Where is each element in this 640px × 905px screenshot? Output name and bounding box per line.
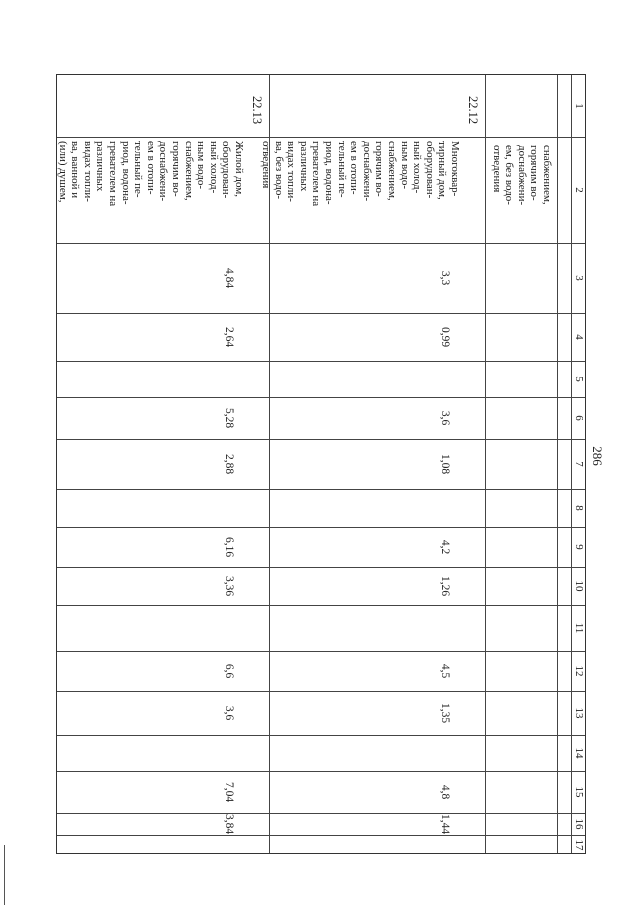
value-cell: 5,28 [223, 407, 235, 429]
table-grid-line [57, 835, 585, 836]
description-line: ный холод- [411, 141, 424, 194]
column-number: 16 [573, 818, 585, 830]
table-grid-line [57, 397, 585, 398]
description-line: ва, без водо- [272, 141, 285, 200]
description-line: гревателем на [107, 141, 120, 207]
description-line: риод, водона- [323, 141, 336, 205]
table-grid-line [557, 75, 558, 853]
value-cell: 0,99 [439, 326, 451, 348]
table-grid-line [57, 771, 585, 772]
value-cell: 7,04 [223, 781, 235, 803]
row-description [56, 141, 245, 206]
description-line: (или) душем, [56, 141, 69, 203]
value-cell: 2,64 [223, 326, 235, 348]
description-line: доснабжени- [360, 141, 373, 202]
description-line: ным водо- [195, 141, 208, 190]
value-cell: 3,6 [439, 410, 451, 426]
description-line: оборудован- [423, 141, 436, 199]
value-cell: 1,26 [439, 575, 451, 597]
table-grid-line [57, 527, 585, 528]
table-grid-line [57, 361, 585, 362]
column-number: 9 [573, 544, 585, 550]
description-line: различных [297, 141, 310, 192]
row-number: 22.13 [250, 95, 264, 125]
table-grid-line [57, 439, 585, 440]
value-cell: 1,44 [439, 813, 451, 835]
column-number: 15 [573, 786, 585, 798]
value-cell: 3,84 [223, 813, 235, 835]
description-line: тельный пе- [335, 141, 348, 198]
description-line: ный холод- [207, 141, 220, 194]
description-line: отведения [260, 141, 273, 189]
column-number: 10 [573, 580, 585, 592]
table-grid-line [57, 605, 585, 606]
description-line: ем, без водо- [503, 145, 516, 205]
description-line: ем в отопи- [348, 141, 361, 195]
value-cell: 1,08 [439, 453, 451, 475]
description-line: тирный дом, [436, 141, 449, 200]
column-number: 17 [573, 839, 585, 851]
column-number: 1 [573, 103, 585, 109]
column-number: 14 [573, 747, 585, 759]
column-number: 5 [573, 376, 585, 382]
table-grid-line [57, 735, 585, 736]
description-line: Многоквар- [449, 141, 461, 197]
value-cell: 2,88 [223, 453, 235, 475]
value-cell: 4,84 [223, 267, 235, 289]
description-line: отведения [490, 145, 503, 193]
column-number: 13 [573, 707, 585, 719]
row-description [260, 141, 462, 206]
description-line: видах топли- [285, 141, 298, 202]
table-grid-line [57, 813, 585, 814]
description-line: оборудован- [220, 141, 233, 199]
description-line: гревателем на [310, 141, 323, 207]
description-line: снабжением, [182, 141, 195, 201]
column-number: 3 [573, 275, 585, 281]
table-grid-line [57, 243, 585, 244]
description-line: горячим во- [373, 141, 386, 197]
table-grid-line [57, 651, 585, 652]
value-cell: 6,6 [223, 663, 235, 679]
description-line: видах топли- [81, 141, 94, 202]
scan-artifact-line [4, 845, 5, 905]
description-line: горячим во- [528, 145, 541, 201]
table-grid-line [571, 75, 572, 853]
value-cell: 6,16 [223, 536, 235, 558]
description-line: доснабжени- [515, 145, 528, 206]
description-line: ным водо- [398, 141, 411, 190]
column-number: 2 [573, 187, 585, 193]
page-number: 286 [590, 446, 605, 466]
tariff-table [56, 74, 586, 854]
description-line: различных [94, 141, 107, 192]
value-cell: 3,3 [439, 270, 451, 286]
description-line: тельный пе- [132, 141, 145, 198]
table-grid-line [57, 691, 585, 692]
description-line: Жилой дом, [233, 141, 245, 197]
description-line: риод, водона- [119, 141, 132, 205]
table-grid-line [57, 313, 585, 314]
table-grid-line [485, 75, 486, 853]
row-number: 22.12 [466, 95, 480, 125]
description-line: доснабжени- [157, 141, 170, 202]
value-cell: 4,8 [439, 784, 451, 800]
value-cell: 3,6 [223, 705, 235, 721]
table-grid-line [57, 137, 585, 138]
value-cell: 3,36 [223, 575, 235, 597]
value-cell: 1,35 [439, 702, 451, 724]
column-number: 6 [573, 415, 585, 421]
column-number: 11 [573, 622, 585, 634]
value-cell: 4,2 [439, 539, 451, 555]
description-line: ва, ванной и [69, 141, 82, 199]
column-number: 12 [573, 665, 585, 677]
column-number: 7 [573, 461, 585, 467]
description-line: снабжением, [541, 145, 553, 205]
description-line: горячим во- [170, 141, 183, 197]
table-grid-line [57, 567, 585, 568]
column-number: 4 [573, 334, 585, 340]
description-line: снабжением, [386, 141, 399, 201]
table-grid-line [57, 489, 585, 490]
value-cell: 4,5 [439, 663, 451, 679]
top-row-description [490, 145, 553, 205]
column-number: 8 [573, 505, 585, 511]
description-line: ем в отопи- [144, 141, 157, 195]
